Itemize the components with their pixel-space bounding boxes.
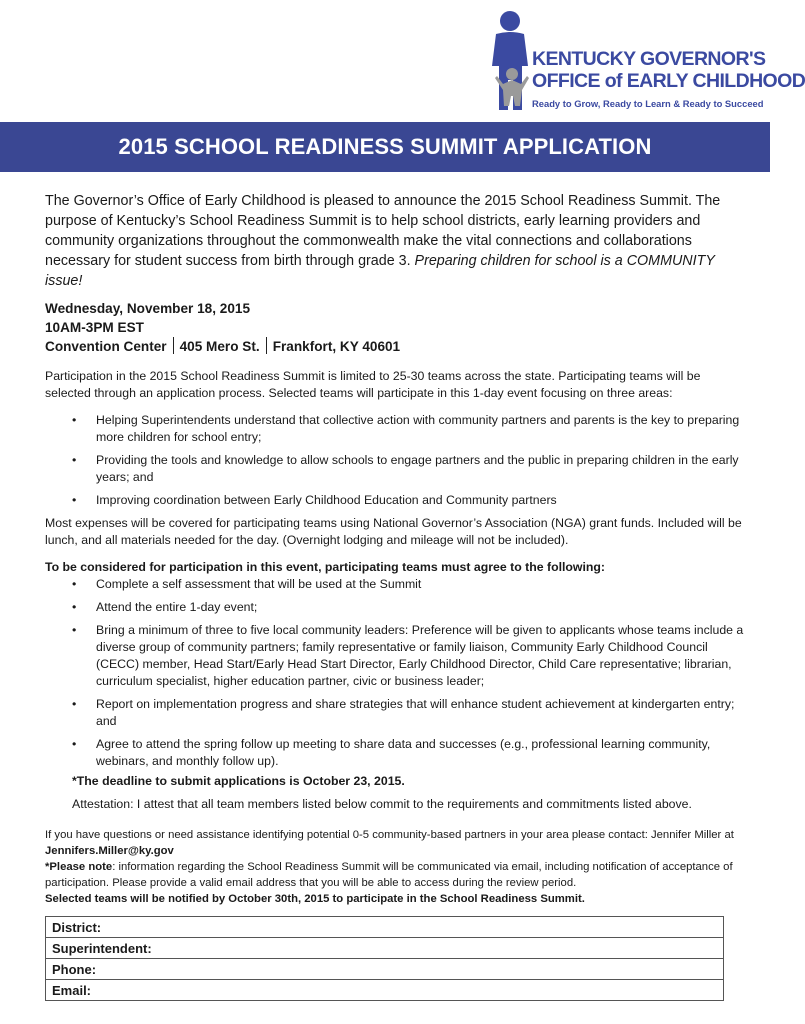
deadline-notice: *The deadline to submit applications is October 23, 2015. bbox=[72, 774, 405, 788]
event-date: Wednesday, November 18, 2015 bbox=[45, 301, 251, 316]
bullet-icon: • bbox=[72, 697, 77, 711]
event-details bbox=[45, 299, 745, 356]
logo-title-line1: KENTUCKY GOVERNOR'S bbox=[532, 48, 766, 70]
event-venue: Convention Center bbox=[45, 339, 167, 354]
logo-title bbox=[532, 48, 805, 92]
logo-tagline: Ready to Grow, Ready to Learn & Ready to Succeed bbox=[532, 98, 764, 109]
list-item: • Bring a minimum of three to five local community leaders: Preference will be given to applicants whose teams include a diverse group of community partners; family representative or family liaison, Community Early Childhood Council (CECC) member, Head Start/Early Head Start Director, Early Childhood Director, Child Care representative; librarian, curriculum specialist, higher education partner, civic or business leader; bbox=[72, 623, 744, 688]
bullet-icon: • bbox=[72, 493, 77, 507]
event-time: 10AM-3PM EST bbox=[45, 320, 144, 335]
event-city: Frankfort, KY 40601 bbox=[272, 339, 401, 354]
event-address: 405 Mero St. bbox=[179, 339, 260, 354]
phone-field[interactable]: Phone: bbox=[46, 959, 724, 980]
application-form bbox=[45, 916, 724, 1001]
intro-paragraph bbox=[45, 191, 745, 291]
requirements-heading: To be considered for participation in this event, participating teams must agree to the following: bbox=[45, 560, 606, 574]
divider bbox=[266, 337, 267, 354]
bullet-icon: • bbox=[72, 600, 77, 614]
email-note: *Please note: information regarding the School Readiness Summit will be communicated via email, including notification of acceptance of participation. Please provide a valid email address that you will be able to access during the review period. bbox=[45, 861, 733, 889]
list-item: • Improving coordination between Early Childhood Education and Community partners bbox=[72, 493, 557, 507]
notification-notice: Selected teams will be notified by October 30th, 2015 to participate in the School Readiness Summit. bbox=[45, 893, 585, 905]
event-location bbox=[45, 337, 745, 356]
page-title: 2015 SCHOOL READINESS SUMMIT APPLICATION bbox=[118, 134, 652, 159]
list-item: • Providing the tools and knowledge to allow schools to engage partners and the public in preparing children in the early years; and bbox=[72, 453, 739, 484]
bullet-icon: • bbox=[72, 413, 77, 427]
expenses-paragraph: Most expenses will be covered for participating teams using National Governor’s Association (NGA) grant funds. Included will be lunch, and all materials needed for the day. (Overnight lodging and mileage will not be included). bbox=[45, 516, 742, 547]
bullet-icon: • bbox=[72, 577, 77, 591]
district-field[interactable]: District: bbox=[46, 917, 724, 938]
kygoec-logo bbox=[480, 8, 805, 113]
requirements-list bbox=[45, 576, 745, 770]
intro-text: The Governor’s Office of Early Childhood is pleased to announce the 2015 School Readiness Summit. The purpose of Kentucky’s School Readiness Summit is to help school districts, early learning providers and community organizations throughout the commonwealth make the vital connections and collaborations necessary for student success from birth through grade 3. bbox=[45, 193, 721, 269]
divider bbox=[173, 337, 174, 354]
title-banner bbox=[0, 122, 770, 172]
contact-email-link[interactable]: Jennifers.Miller@ky.gov bbox=[45, 845, 174, 857]
main-content bbox=[45, 191, 745, 907]
participation-paragraph: Participation in the 2015 School Readiness Summit is limited to 25-30 teams across the state. Participating teams will be selected through an application process. Selected teams will participate in this 1-day event focusing on three areas: bbox=[45, 369, 701, 400]
intro-emphasis: Preparing children for school is a COMMUNITY issue! bbox=[45, 253, 715, 289]
bullet-icon: • bbox=[72, 623, 77, 637]
list-item: • Report on implementation progress and share strategies that will enhance student achievement at kindergarten entry; and bbox=[72, 697, 735, 728]
superintendent-field[interactable]: Superintendent: bbox=[46, 938, 724, 959]
logo-title-line2: OFFICE of EARLY CHILDHOOD bbox=[532, 70, 805, 92]
focus-areas-list bbox=[45, 412, 745, 509]
contact-paragraph: If you have questions or need assistance identifying potential 0-5 community-based partners in your area please contact: Jennifer Miller at Jennifers.Miller@ky.gov bbox=[45, 829, 734, 857]
list-item: • Agree to attend the spring follow up meeting to share data and successes (e.g., professional learning community, webinars, and monthly follow up). bbox=[72, 737, 711, 768]
list-item: • Complete a self assessment that will be used at the Summit bbox=[72, 577, 422, 591]
email-field[interactable]: Email: bbox=[46, 980, 724, 1001]
list-item: • Helping Superintendents understand that collective action with community partners and parents is the key to preparing more children for school entry; bbox=[72, 413, 740, 444]
list-item: • Attend the entire 1-day event; bbox=[72, 600, 258, 614]
attestation-statement: Attestation: I attest that all team members listed below commit to the requirements and commitments listed above. bbox=[72, 797, 692, 811]
bullet-icon: • bbox=[72, 737, 77, 751]
bullet-icon: • bbox=[72, 453, 77, 467]
